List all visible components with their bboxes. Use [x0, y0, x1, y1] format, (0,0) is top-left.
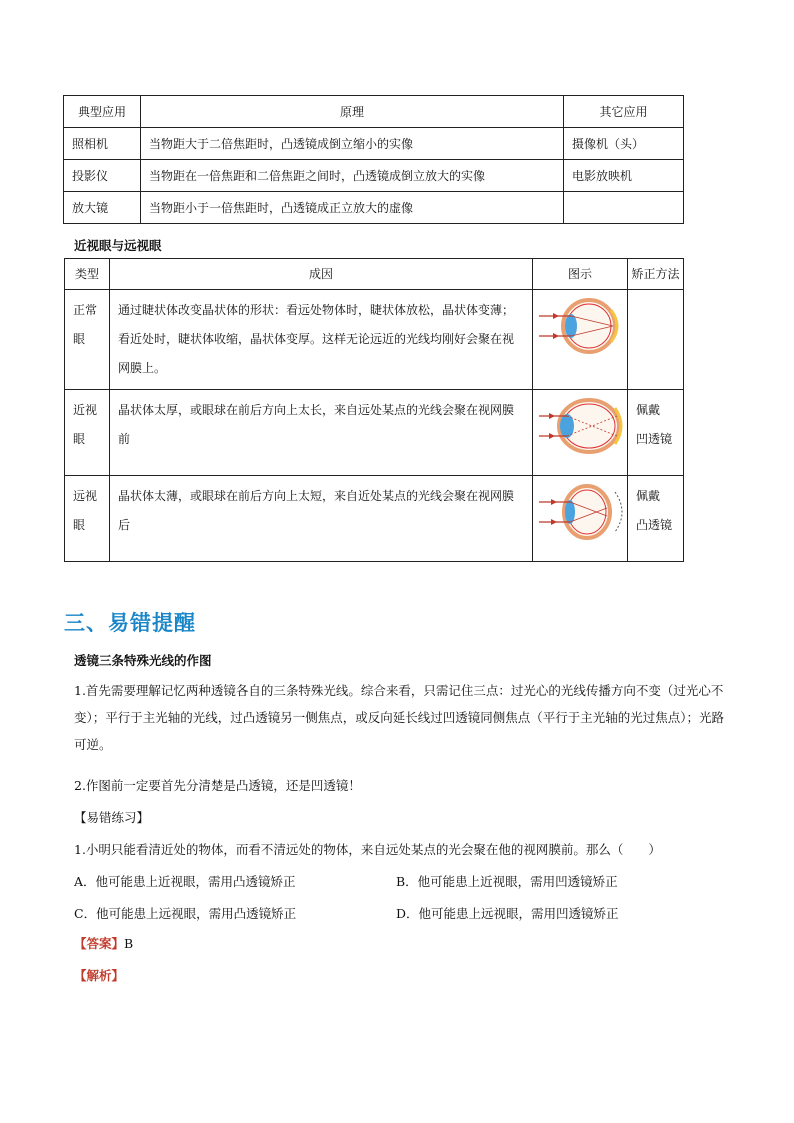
header-cell: 类型: [65, 259, 110, 290]
table-row: [65, 290, 684, 390]
table-cell: [628, 476, 684, 562]
table-cell: [628, 390, 684, 476]
hyperopia-eye-diagram: [537, 480, 623, 544]
answer-label: 【答案】: [74, 936, 125, 951]
practice-label: 【易错练习】: [74, 810, 150, 825]
table-row: [64, 160, 684, 192]
table-cell: [564, 192, 684, 224]
table-cell: 晶状体太薄，或眼球在前后方向上太短，来自近处某点的光线会聚在视网膜后: [110, 476, 533, 562]
header-cell: 矫正方法: [628, 259, 684, 290]
table-header: [65, 259, 684, 290]
table-cell: 晶状体太厚，或眼球在前后方向上太长，来自远处某点的光线会聚在视网膜前: [110, 390, 533, 476]
header-cell: 典型应用: [64, 96, 141, 128]
option-c: C．他可能患上远视眼，需用凸透镜矫正: [74, 906, 297, 921]
header-cell: 成因: [110, 259, 533, 290]
header-cell: 原理: [141, 96, 564, 128]
paragraph: 2.作图前一定要首先分清楚是凸透镜，还是凹透镜！: [74, 778, 361, 793]
table-cell: [628, 290, 684, 390]
answer: [74, 934, 133, 952]
table-cell: 正常眼: [65, 290, 110, 390]
table-cell: 通过睫状体改变晶状体的形状：看远处物体时，睫状体放松，晶状体变薄；看近处时，睫状体收缩，晶状体变厚。这样无论远近的光线均刚好会聚在视网膜上。: [110, 290, 533, 390]
normal-eye-diagram: [537, 294, 623, 358]
eye-section-title: 近视眼与远视眼: [74, 238, 162, 253]
table-row: [65, 390, 684, 476]
table-cell: 近视眼: [65, 390, 110, 476]
correction-line: 凸透镜: [636, 518, 673, 532]
table-cell: 投影仪: [64, 160, 141, 192]
table-cell: 当物距小于一倍焦距时，凸透镜成正立放大的虚像: [141, 192, 564, 224]
header-cell: 图示: [533, 259, 628, 290]
table-cell: 摄像机（头）: [564, 128, 684, 160]
option-b: B．他可能患上近视眼，需用凹透镜矫正: [396, 874, 618, 889]
correction-line: 佩戴: [636, 489, 661, 503]
answer-value: B: [124, 936, 134, 951]
table-cell: [533, 390, 628, 476]
correction-line: 佩戴: [636, 403, 661, 417]
section-heading: 三、易错提醒: [64, 611, 196, 635]
table-cell: 当物距在一倍焦距和二倍焦距之间时，凸透镜成倒立放大的实像: [141, 160, 564, 192]
table-cell: 放大镜: [64, 192, 141, 224]
table-row: [64, 128, 684, 160]
correction-line: 凹透镜: [636, 432, 673, 446]
table-cell: 电影放映机: [564, 160, 684, 192]
option-a: A．他可能患上近视眼，需用凸透镜矫正: [74, 874, 296, 889]
myopia-eye-diagram: [537, 394, 623, 458]
table-cell: 远视眼: [65, 476, 110, 562]
subtitle: 透镜三条特殊光线的作图: [74, 653, 212, 668]
analysis-label: 【解析】: [74, 968, 125, 983]
table-header: [64, 96, 684, 128]
table-row: [64, 192, 684, 224]
paragraph: 1.首先需要理解记忆两种透镜各自的三条特殊光线。综合来看，只需记住三点：过光心的光线传播方向不变（过光心不变）；平行于主光轴的光线，过凸透镜另一侧焦点，或反向延长线过凹透镜同侧焦点（平行于主光轴的光过焦点）；光路可逆。: [74, 683, 725, 752]
table-row: [65, 476, 684, 562]
eye-type-table: [64, 258, 684, 562]
option-d: D．他可能患上远视眼，需用凹透镜矫正: [396, 906, 619, 921]
question: 1.小明只能看清近处的物体，而看不清远处的物体，来自远处某点的光会聚在他的视网膜前。那么（ ）: [74, 842, 661, 857]
lens-application-table: [63, 95, 684, 224]
table-cell: [533, 290, 628, 390]
table-cell: 照相机: [64, 128, 141, 160]
header-cell: 其它应用: [564, 96, 684, 128]
table-cell: [533, 476, 628, 562]
table-cell: 当物距大于二倍焦距时，凸透镜成倒立缩小的实像: [141, 128, 564, 160]
